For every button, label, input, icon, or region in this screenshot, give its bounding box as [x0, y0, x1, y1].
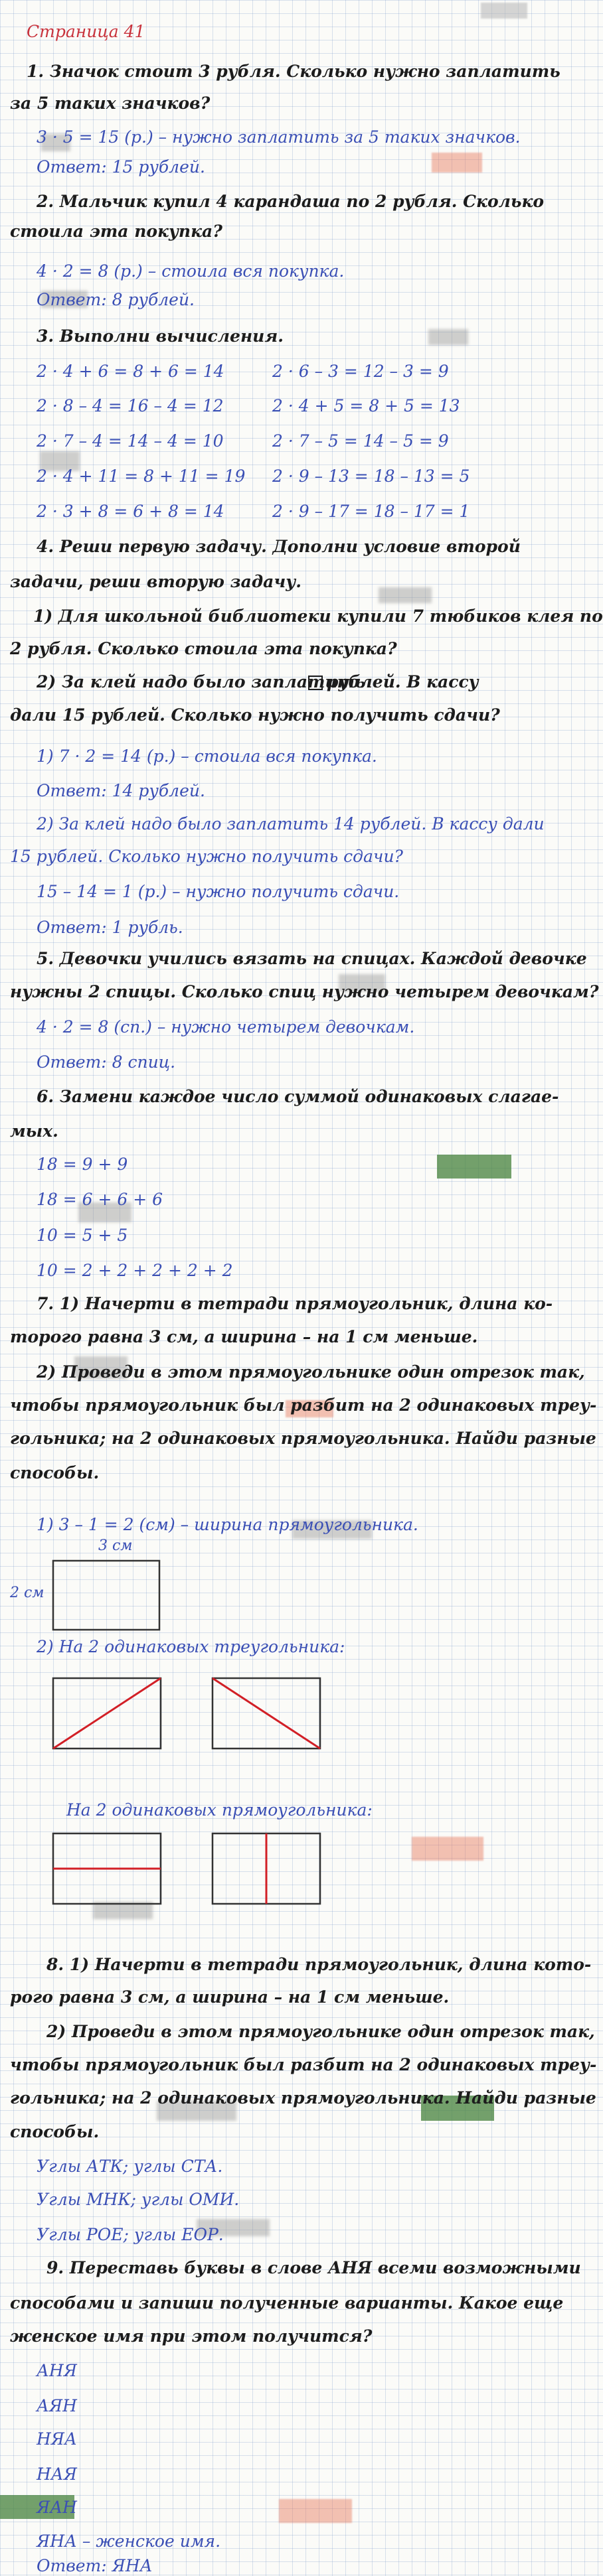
solution-text: 4 · 2 = 8 (р.) – стоила вся покупка.: [37, 261, 345, 281]
task-text: женское имя при этом получится?: [10, 2326, 373, 2346]
task-text: чтобы прямоугольник был разбит на 2 одинаковых треу-: [10, 2055, 597, 2074]
task-text: мых.: [10, 1121, 58, 1141]
solution-text: 1) 3 – 1 = 2 (см) – ширина прямоугольника.: [37, 1515, 418, 1534]
solution-text: 18 = 9 + 9: [37, 1155, 128, 1174]
task-text: задачи, реши вторую задачу.: [10, 572, 302, 591]
task-text: 5. Девочки учились вязать на спицах. Каждой девочке: [37, 949, 587, 968]
answer-text: Ответ: 1 рубль.: [37, 918, 183, 937]
task-text: гольника; на 2 одинаковых прямоугольника. Найди разные: [10, 1429, 596, 1448]
solution-text: На 2 одинаковых прямоугольника:: [66, 1800, 373, 1820]
diagonal-line: [53, 1678, 161, 1749]
calc-text: 2 · 4 + 11 = 8 + 11 = 19: [37, 466, 246, 486]
task-text: 2) За клей надо было заплатить: [37, 672, 366, 691]
task-text: 6. Замени каждое число суммой одинаковых слагае-: [37, 1087, 559, 1106]
answer-text: Ответ: 15 рублей.: [37, 157, 205, 177]
solution-text: АЯН: [37, 2396, 77, 2415]
solution-text: 10 = 5 + 5: [37, 1226, 128, 1245]
page-title: Страница 41: [27, 22, 145, 41]
calc-text: 2 · 7 – 5 = 14 – 5 = 9: [272, 431, 449, 451]
task-text: за 5 таких значков?: [10, 94, 211, 113]
answer-text: Ответ: ЯНА: [37, 2556, 153, 2575]
task-text: рублей. В кассу: [327, 672, 479, 691]
solution-text: НАЯ: [37, 2465, 77, 2484]
task-text: 9. Переставь буквы в слове АНЯ всеми возможными: [46, 2258, 581, 2277]
calc-text: 2 · 9 – 17 = 18 – 17 = 1: [272, 502, 470, 521]
task-text: 8. 1) Начерти в тетради прямоугольник, длина кото-: [46, 1955, 592, 1974]
task-text: 7. 1) Начерти в тетради прямоугольник, длина ко-: [37, 1294, 553, 1313]
calc-text: 2 · 6 – 3 = 12 – 3 = 9: [272, 362, 449, 381]
solution-text: 2) За клей надо было заплатить 14 рублей. В кассу дали: [37, 814, 545, 833]
calc-text: 2 · 3 + 8 = 6 + 8 = 14: [37, 502, 224, 521]
solution-text: 18 = 6 + 6 + 6: [37, 1190, 163, 1209]
task-text: 2) Проведи в этом прямоугольнике один отрезок так,: [46, 2022, 595, 2041]
task-text: гольника; на 2 одинаковых прямоугольника. Найди разные: [10, 2088, 596, 2108]
task-text: 3. Выполни вычисления.: [37, 326, 284, 346]
solution-text: 15 – 14 = 1 (р.) – нужно получить сдачи.: [37, 882, 400, 901]
solution-text: 2) На 2 одинаковых треугольника:: [37, 1637, 345, 1656]
dimension-label: 3 см: [98, 1538, 133, 1554]
solution-text: ЯАН: [37, 2498, 77, 2517]
solution-text: 10 = 2 + 2 + 2 + 2 + 2: [37, 1261, 233, 1280]
task-text: стоила эта покупка?: [10, 222, 222, 241]
task-text: 4. Реши первую задачу. Дополни условие второй: [37, 537, 521, 556]
calc-text: 2 · 7 – 4 = 14 – 4 = 10: [37, 431, 224, 451]
task-text: способы.: [10, 1463, 100, 1482]
answer-text: Ответ: 8 спиц.: [37, 1052, 176, 1072]
solution-text: 1) 7 · 2 = 14 (р.) – стоила вся покупка.: [37, 747, 377, 766]
solution-text: 3 · 5 = 15 (р.) – нужно заплатить за 5 таких значков.: [37, 127, 521, 147]
solution-text: Углы МНК; углы ОМИ.: [37, 2190, 240, 2209]
calc-text: 2 · 4 + 5 = 8 + 5 = 13: [272, 396, 460, 415]
solution-text: Углы РОЕ; углы ЕОР.: [37, 2225, 224, 2244]
solution-text: ЯНА – женское имя.: [37, 2532, 221, 2551]
calc-text: 2 · 8 – 4 = 16 – 4 = 12: [37, 396, 224, 415]
solution-text: Углы АТК; углы СТА.: [37, 2157, 223, 2176]
task-text: 2. Мальчик купил 4 карандаша по 2 рубля. Сколько: [37, 192, 545, 211]
rectangle-3x2: [53, 1561, 159, 1630]
answer-text: Ответ: 14 рублей.: [37, 781, 205, 800]
task-text: рого равна 3 см, а ширина – на 1 см меньше.: [10, 1987, 450, 2007]
task-text: 1. Значок стоит 3 рубля. Сколько нужно заплатить: [27, 62, 560, 81]
task-text: торого равна 3 см, а ширина – на 1 см меньше.: [10, 1327, 478, 1346]
solution-text: АНЯ: [37, 2361, 77, 2380]
task-text: нужны 2 спицы. Сколько спиц нужно четырем девочкам?: [10, 982, 599, 1001]
solution-text: НЯА: [37, 2429, 77, 2449]
task-text: способами и запиши полученные варианты. Какое еще: [10, 2293, 564, 2313]
task-text: дали 15 рублей. Сколько нужно получить сдачи?: [10, 705, 500, 725]
calc-text: 2 · 4 + 6 = 8 + 6 = 14: [37, 362, 224, 381]
calc-text: 2 · 9 – 13 = 18 – 13 = 5: [272, 466, 470, 486]
task-text: 2 рубля. Сколько стоила эта покупка?: [10, 639, 397, 658]
answer-text: Ответ: 8 рублей.: [37, 290, 195, 309]
task-text: чтобы прямоугольник был разбит на 2 одинаковых треу-: [10, 1395, 597, 1415]
diagonal-line: [213, 1678, 320, 1749]
task-text: способы.: [10, 2122, 100, 2141]
solution-text: 15 рублей. Сколько нужно получить сдачи?: [10, 847, 403, 866]
task-text: 1) Для школьной библиотеки купили 7 тюбиков клея по: [33, 607, 603, 626]
dimension-label: 2 см: [10, 1585, 44, 1601]
solution-text: 4 · 2 = 8 (сп.) – нужно четырем девочкам.: [37, 1017, 415, 1037]
task-text: 2) Проведи в этом прямоугольнике один отрезок так,: [37, 1362, 585, 1382]
